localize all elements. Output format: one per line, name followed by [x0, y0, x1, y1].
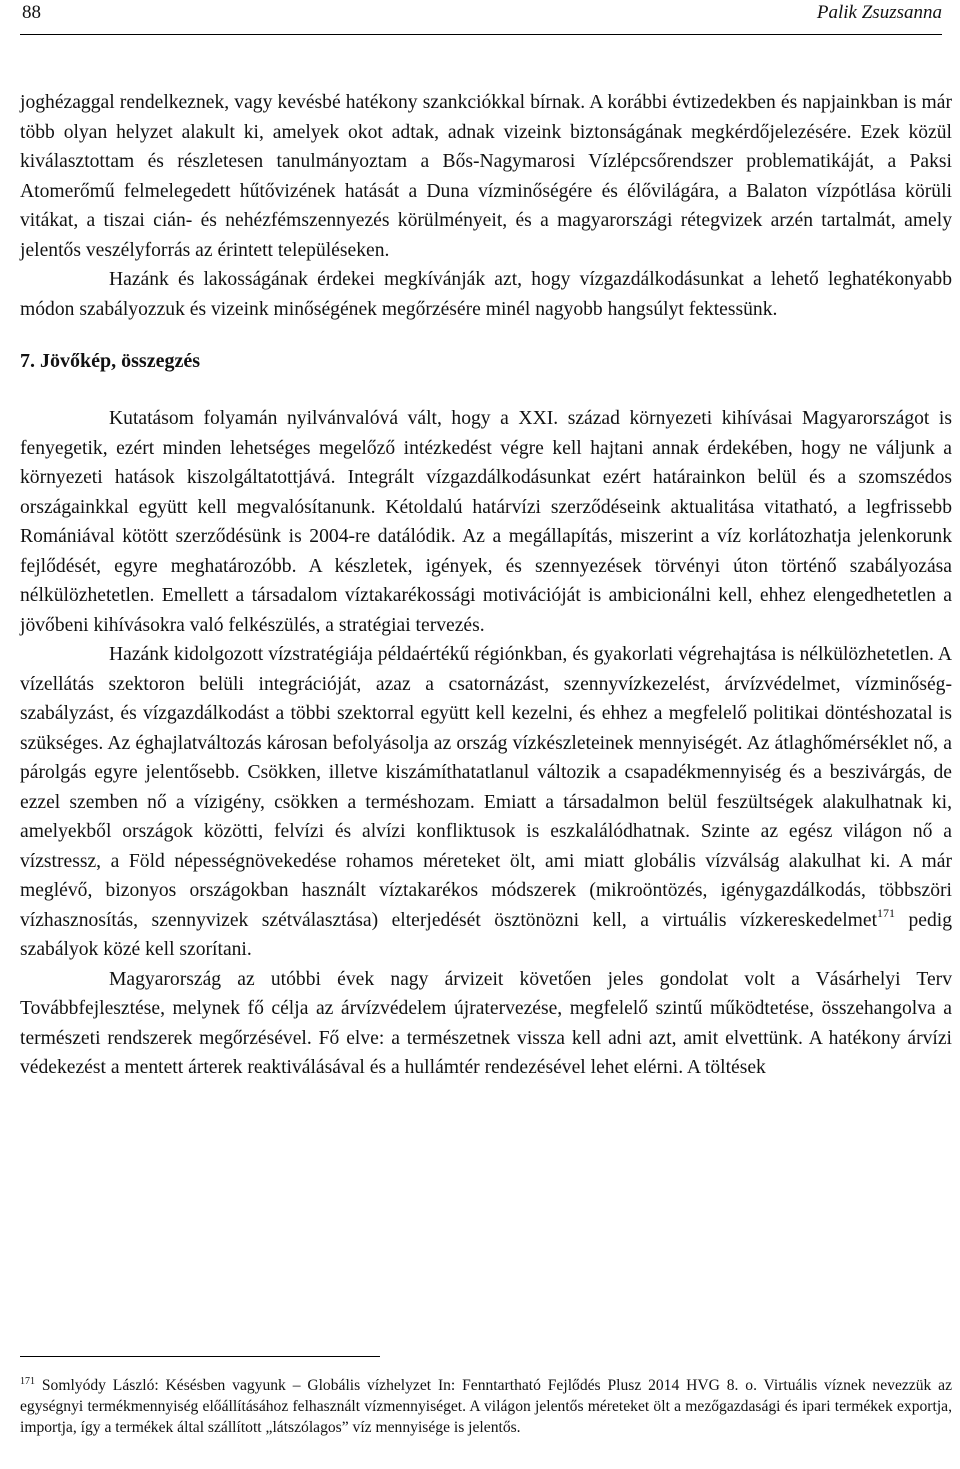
footnote-reference[interactable]: 171	[877, 905, 896, 920]
footnote-number: 171	[20, 1376, 35, 1387]
paragraph-continued: joghézaggal rendelkeznek, vagy kevésbé hatékony szankciókkal bírnak. A korábbi évtizedekben és napjainkban is már több olyan helyzet alakult ki, amelyek okot adtak, adnak vizeink biztonságának megkérdőjelezésére. Ezek közül kiválasztottam és részletesen tanulmányoztam a Bős-Nagymarosi Vízlépcsőrendszer problematikáját, a Paksi Atomerőmű felmelegedett hűtővizének hatását a Duna vízminőségére és élővilágára, a Balaton vízpótlása körüli vitákat, a tiszai cián- és nehézfémszennyezés körülményeit, és a magyarországi rétegvizek arzén tartalmát, amely jelentős veszélyforrás az érintett településeken.	[20, 92, 952, 261]
footnote-text: Somlyódy László: Késésben vagyunk – Globális vízhelyzet In: Fenntartható Fejlődés Plusz 2014 HVG 8. o. Virtuális víznek nevezzük az egységnyi termékmennyiség előállításához felhasznált vízmennyiséget. A világon jelentős méreteket ölt a mezőgazdasági és ipari termékek exportja, importja, így a termékek által szállított „látszólagos” víz mennyisége is jelentős.	[20, 1377, 952, 1436]
running-header	[20, 0, 942, 35]
heading-spacer	[20, 376, 952, 404]
footnote-divider	[20, 1356, 380, 1357]
section-heading: 7. Jövőkép, összegzés	[20, 350, 200, 372]
footnote	[20, 1375, 952, 1438]
paragraph-national-interest: Hazánk és lakosságának érdekei megkívánják azt, hogy vízgazdálkodásunkat a lehető leghatékonyabb módon szabályozzuk és vizeink minőségének megőrzésére minél nagyobb hangsúlyt fektessünk.	[20, 269, 952, 320]
page-number: 88	[22, 2, 41, 23]
paragraph-water-strategy	[20, 640, 952, 965]
paragraph-flood-plan: Magyarország az utóbbi évek nagy árvizeit követően jeles gondolat volt a Vásárhelyi Terv Továbbfejlesztése, melynek fő célja az árvízvédelem újratervezése, megfelelő szintű működtetése, összehangolva a természeti rendszerek megőrzésével. Fő elve: a természetnek vissza kell adni azt, amit elvettünk. A hatékony árvízi védekezést a mentett árterek reaktiválásával és a hullámtér rendezésével lehet elérni. A töltések	[20, 968, 952, 1078]
body-text	[20, 88, 952, 1083]
paragraph-water-strategy-tail: pedig szabályok közé kell szorítani.	[20, 909, 952, 960]
paragraph-research-findings: Kutatásom folyamán nyilvánvalóvá vált, hogy a XXI. század környezeti kihívásai Magyarországot is fenyegetik, ezért minden lehetséges megelőző intézkedést végre kell hajtani annak érdekében, hogy ne váljunk a környezeti hatások kiszolgáltatottjává. Integrált vízgazdálkodásunkat ezért határainkon belül és a szomszédos országainkkal együtt kell megvalósítanunk. Kétoldalú határvízi szerződéseink aktualitása vitatható, a legfrissebb Romániával kötött szerződésünk is 2004-re datálódik. Az a megállapítás, miszerint a víz korlátozhatja jelenkorunk fejlődését, egyre meghatározóbb. A készletek, igények, és szennyezések törvényi úton történő szabályozása nélkülözhetetlen. Emellett a társadalom víztakarékossági motivációját is ambicionálni kell, ehhez elengedhetetlen a jövőbeni kihívásokra való felkészülés, a stratégiai tervezés.	[20, 408, 952, 636]
running-author: Palik Zsuzsanna	[816, 2, 942, 23]
paragraph-water-strategy-text: Hazánk kidolgozott vízstratégiája példaértékű régiónkban, és gyakorlati végrehajtása is nélkülözhetetlen. A vízellátás szektoron belüli integrációját, azaz a csatornázást, szennyvízkezelést, árvízvédelmet, vízminőség-szabályzást, és vízgazdálkodást a többi szektorral együtt kell kezelni, és ehhez a megfelelő politikai döntéshozatal is szükséges. Az éghajlatváltozás károsan befolyásolja az ország vízkészleteinek mennyiségét. Az átlaghőmérséklet nő, a párolgás egyre jelentősebb. Csökken, illetve kiszámíthatatlanul változik a csapadékmennyiség és a beszivárgás, de ezzel szemben nő a vízigény, csökken a terméshozam. Emiatt a társadalmon belül feszültségek alakulhatnak ki, amelyekből országok közötti, felvízi és alvízi konfliktusok is eszkalálódhatnak. Szinte az egész világon nő a vízstressz, a Föld népességnövekedése rohamos méreteket ölt, ami miatt globális vízválság alakulhat ki. A már meglévő, bizonyos országokban használt víztakarékos módszerek (mikroöntözés, igénygazdálkodás, többszöri vízhasznosítás, szennyvizek szétválasztása) elterjedését ösztönözni kell, a virtuális vízkereskedelmet	[20, 644, 952, 931]
footnote-area	[20, 1356, 952, 1438]
